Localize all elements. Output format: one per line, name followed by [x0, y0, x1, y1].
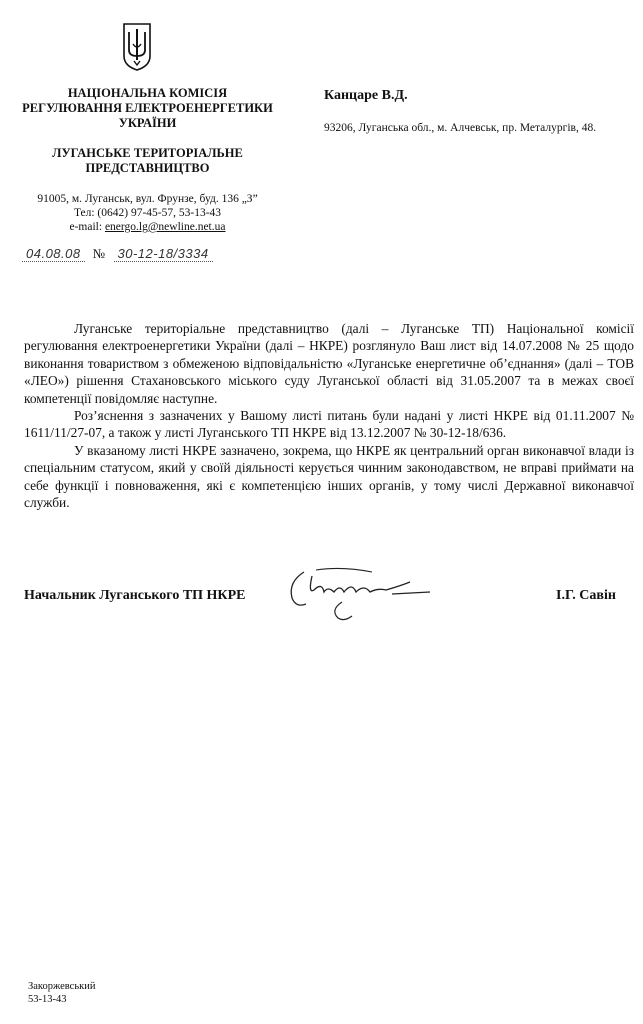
outgoing-reference [22, 246, 213, 262]
recipient-address: 93206, Луганська обл., м. Алчевськ, пр. Металургів, 48. [324, 122, 597, 134]
sender-address: 91005, м. Луганськ, вул. Фрунзе, буд. 136 „З” [37, 193, 258, 205]
executor-phone: 53-13-43 [28, 994, 67, 1005]
org-name-line: НАЦІОНАЛЬНА КОМІСІЯ [67, 86, 228, 100]
outgoing-date: 04.08.08 [22, 246, 85, 262]
body-paragraph: Луганське територіальне представництво (далі – Луганське ТП) Національної комісії регулювання електроенергетики України (далі – НКРЕ) розглянуло Ваш лист від 14.07.2008 № 25 щодо виконання товариством з обмеженою відповідальністю «Луганське енергетичне об’єднання» (далі – ТОВ «ЛЕО») рішення Стахановського міського суду Луганської області від 31.05.2007 та в межах своєї компетенції повідомляє наступне. [24, 321, 634, 406]
signatory-title: Начальник Луганського ТП НКРЕ [24, 588, 246, 603]
body-paragraph: У вказаному листі НКРЕ зазначено, зокрема, що НКРЕ як центральний орган виконавчої влади із спеціальним статусом, який у своїй діяльності керується чинним законодавством, не вправі приймати на себе функції і повноваження, які є компетенцією інших органів, у тому числі Державної виконавчої служби. [24, 442, 634, 511]
org-name [10, 86, 285, 131]
handwritten-signature-icon [282, 564, 432, 626]
executor-name: Закоржевський [28, 981, 96, 992]
email-label: e-mail: [69, 221, 105, 233]
signatory-name: І.Г. Савін [556, 588, 616, 603]
office-name-line: ЛУГАНСЬКЕ ТЕРИТОРІАЛЬНЕ [52, 146, 243, 160]
office-name-line: ПРЕДСТАВНИЦТВО [85, 161, 210, 175]
recipient-name: Канцаре В.Д. [324, 88, 408, 103]
number-sign: № [92, 246, 106, 261]
letter-body [24, 320, 634, 511]
org-name-line: РЕГУЛЮВАННЯ ЕЛЕКТРОЕНЕРГЕТИКИ [22, 101, 273, 115]
sender-phone: Тел: (0642) 97-45-57, 53-13-43 [73, 207, 222, 219]
office-name [10, 146, 285, 176]
executor-info [28, 980, 95, 1006]
body-paragraph: Роз’яснення з зазначених у Вашому листі питань були надані у листі НКРЕ від 01.11.2007 № 1611/11/27-07, а також у листі Луганського ТП НКРЕ від 13.12.2007 № 30-12-18/636. [24, 408, 634, 441]
sender-email-row [10, 220, 285, 234]
org-name-line: УКРАЇНИ [118, 116, 177, 130]
outgoing-number: 30-12-18/3334 [114, 246, 213, 262]
email-link[interactable]: energo.lg@newline.net.ua [104, 221, 226, 233]
coat-of-arms-icon [120, 20, 154, 72]
sender-contacts [10, 192, 285, 234]
